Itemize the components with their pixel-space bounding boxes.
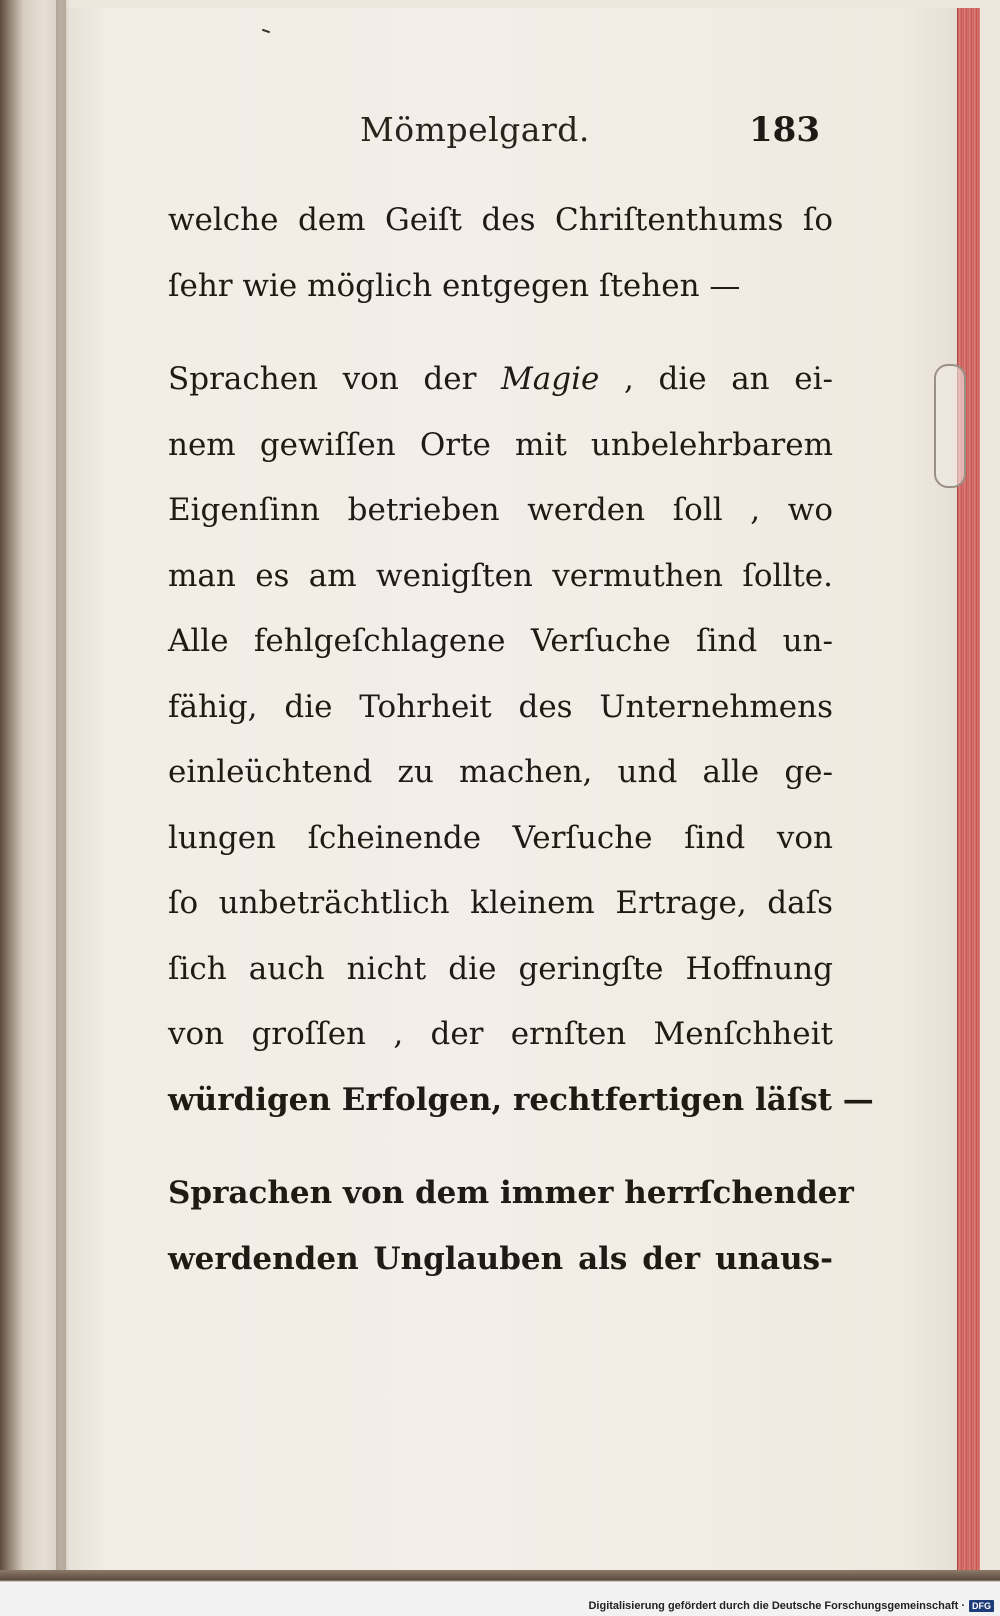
text-line xyxy=(168,347,833,413)
text-line: Alle fehlgeſchlagene Verſuche ſind un- xyxy=(168,623,833,659)
paragraph-gap xyxy=(168,1133,833,1161)
page-number: 183 xyxy=(749,110,820,150)
text-line: fähig, die Tohrheit des Unternehmens xyxy=(168,688,833,725)
ink-mark xyxy=(262,29,270,34)
text-line: werdenden Unglauben als der unaus- xyxy=(168,1240,833,1277)
text-line: einleüchtend zu machen, und alle ge- xyxy=(168,754,833,790)
running-head: Mömpelgard. xyxy=(360,110,590,149)
dfg-logo-icon: DFG xyxy=(969,1600,994,1612)
paragraph-gap xyxy=(168,319,833,347)
page-header xyxy=(360,110,820,160)
text-line: ſo unbeträchtlich kleinem Ertrage, daſs xyxy=(168,885,833,921)
text-line: ſehr wie möglich entgegen ſtehen — xyxy=(168,267,741,304)
digitization-credit xyxy=(588,1600,994,1612)
page-clip xyxy=(934,364,966,488)
text-line: welche dem Geiſt des Chriſtenthums ſo xyxy=(168,202,833,238)
body-text xyxy=(168,188,874,1292)
text-line: nem gewiſſen Orte mit unbelehrbarem xyxy=(168,426,833,463)
text-line: Sprachen von dem immer herrſchender xyxy=(168,1175,854,1211)
text-line: würdigen Erfolgen, rechtfertigen läſst — xyxy=(168,1081,874,1118)
text-line: man es am wenigſten vermuthen ſollte. xyxy=(168,557,833,594)
text-line: von groſſen , der ernſten Menſchheit xyxy=(168,1016,833,1052)
text-line: lungen ſcheinende Verſuche ſind von xyxy=(168,819,833,856)
text-fragment: , die an ei- xyxy=(624,361,833,397)
text-line: ſich auch nicht die geringſte Hoffnung xyxy=(168,950,833,987)
emphasis-magie: Magie xyxy=(501,361,600,397)
text-fragment: Sprachen von der xyxy=(168,361,477,397)
credit-text: Digitalisierung gefördert durch die Deutsche Forschungsgemeinschaft · xyxy=(588,1600,965,1612)
gutter-shadow xyxy=(56,0,70,1616)
red-page-edges xyxy=(957,8,980,1600)
text-line: Eigenſinn betrieben werden ſoll , wo xyxy=(168,492,833,528)
